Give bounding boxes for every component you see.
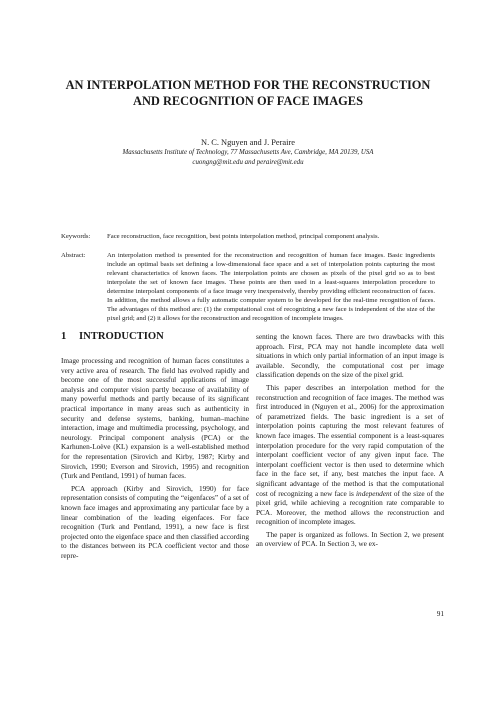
paper-title <box>40 77 456 109</box>
abstract-text: An interpolation method is presented for the reconstruction and recognition of human face images. Basic ingredients include an optimal basis set defining a low-dimensional face space and a set of interpolation points capturing the most relevant characteristics of known faces. The interpolation points are chosen as pixels of the pixel grid so as to best interpolate the set of known face images. These points are then used in a least-squares interpolation procedure to determine interpolant components of a face image very inexpensively, thereby providing efficient reconstruction of faces. In addition, the method allows a fully automatic computer system to be developed for the real-time recognition of faces. The advantages of this method are: (1) the computational cost of recognizing a new face is independent of the size of the pixel grid; and (2) it allows for the reconstruction and recognition of incomplete images. <box>107 252 435 322</box>
paragraph-4-start: This paper describes an interpolation method for the reconstruction and recognition of face images. The method was first introduced in (Nguyen et al., 2006) for the approximation of parametrized fields. The basic ingredient is a set of interpolation points capturing the most relevant features of known face images. The essential component is a least-squares interpolation procedure for the very rapid computation of the interpolant coefficient vector of any given input face. The interpolant coefficient vector is then used to determine which face in the face set, if any, best matches the input face. A significant advantage of the method is that the computational cost of recognizing a new face is <box>256 382 444 498</box>
section-heading <box>61 330 249 343</box>
left-column <box>61 330 249 563</box>
abstract-label: Abstract: <box>61 252 86 259</box>
right-column <box>256 332 444 552</box>
paragraph-4-end: of the size of the pixel grid, while achieving a recognition rate comparable to PCA. Moreover, the method allows the reconstruction and recognition of incomplete images. <box>256 488 444 527</box>
author-affiliation: Massachusetts Institute of Technology, 77 Massachusetts Ave, Cambridge, MA 20139, USA <box>122 149 374 156</box>
author-names: N. C. Nguyen and J. Peraire <box>201 138 295 147</box>
section-number: 1 <box>61 331 67 342</box>
title-line-2: AND RECOGNITION OF FACE IMAGES <box>133 94 363 108</box>
keywords-label: Keywords: <box>61 233 91 240</box>
intro-paragraph-2: PCA approach (Kirby and Sirovich, 1990) for face representation consists of computing the “eigenfaces” of a set of known face images and approximating any particular face by a linear combination of the leading eigenfaces. For face recognition (Turk and Pentland, 1991), a new face is first projected onto the eigenface space and then classified according to the distances between its PCA coefficient vector and those repre- <box>61 483 249 560</box>
paragraph-4-emphasis: independent <box>356 488 392 498</box>
intro-paragraph-4 <box>256 383 444 527</box>
intro-paragraph-1: Image processing and recognition of human faces constitutes a very active area of research. The field has evolved rapidly and become one of the most successful applications of image analysis and computer vision partly because of availability of many powerful methods and partly because of its significant practical importance in many areas such as authenticity in security and defense systems, banking, human–machine interaction, image and multimedia processing, psychology, and neurology. Principal component analysis (PCA) or the Karhunen-Loève (KL) expansion is a well-established method for the representation (Sirovich and Kirby, 1987; Kirby and Sirovich, 1990; Everson and Sirovich, 1995) and recognition (Turk and Pentland, 1991) of human faces. <box>61 356 249 481</box>
author-emails: cuongng@mit.edu and peraire@mit.edu <box>192 158 304 166</box>
intro-paragraph-3: senting the known faces. There are two drawbacks with this approach. First, PCA may not handle incomplete data well situations in which only partial information of an input image is available. Secondly, the computational cost per image classification depends on the size of the pixel grid. <box>256 332 444 380</box>
author-block <box>40 138 456 167</box>
page-number: 91 <box>436 609 444 618</box>
intro-paragraph-5: The paper is organized as follows. In Section 2, we present an overview of PCA. In Section 3, we ex- <box>256 529 444 549</box>
keywords-text: Face reconstruction, face recognition, best points interpolation method, principal component analysis. <box>107 233 380 240</box>
section-title: INTRODUCTION <box>79 331 164 342</box>
title-line-1: AN INTERPOLATION METHOD FOR THE RECONSTRUCTION <box>65 78 431 92</box>
